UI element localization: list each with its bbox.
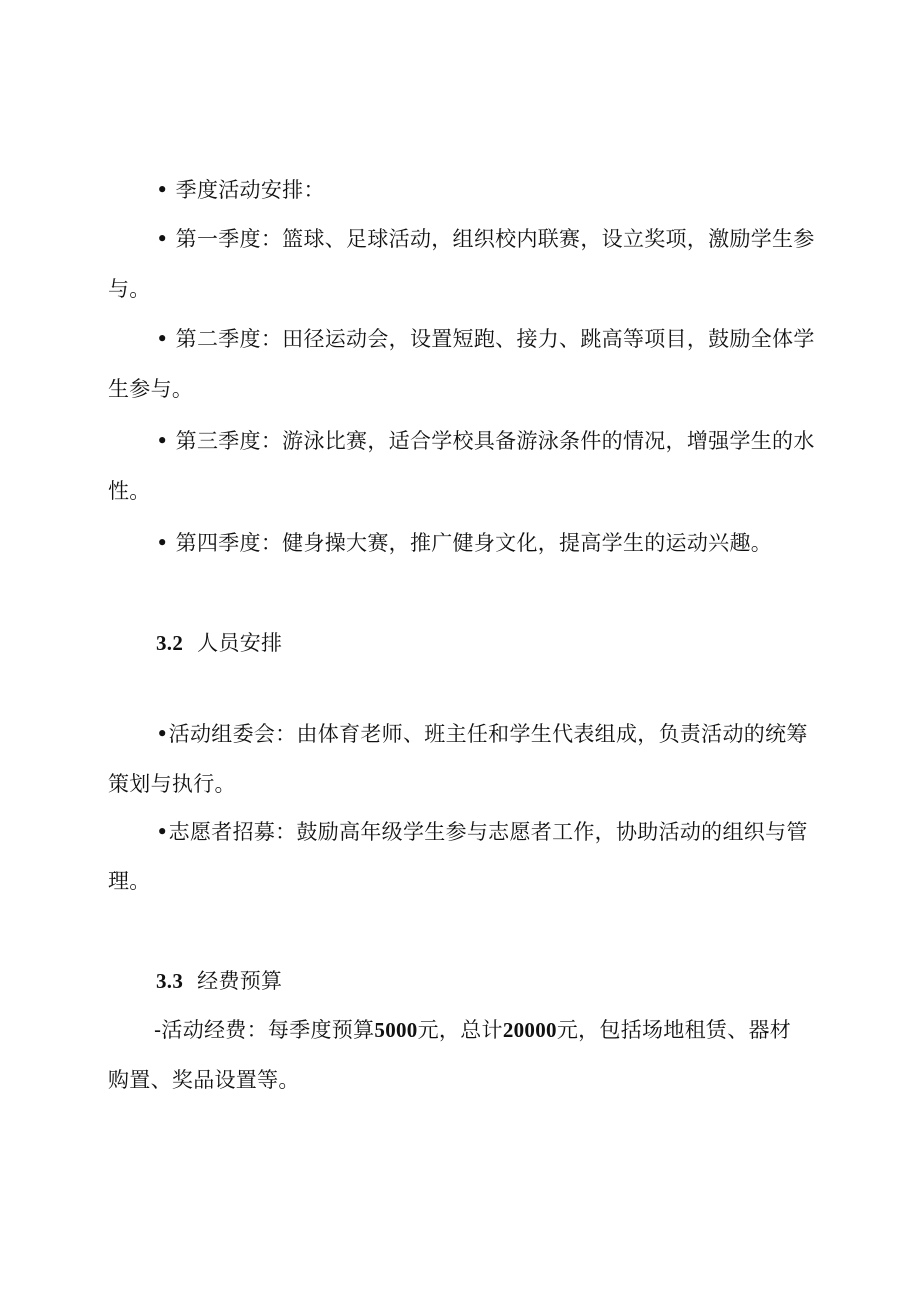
section-3-3-title: 经费预算 [197, 969, 283, 993]
budget-prefix: -活动经费：每季度预算 [154, 1018, 375, 1042]
section-3-2-title: 人员安排 [197, 631, 283, 655]
q3-line1: • 第三季度：游泳比赛，适合学校具备游泳条件的情况，增强学生的水 [156, 429, 815, 453]
section-3-2-number: 3.2 [156, 631, 184, 655]
q2-line2: 生参与。 [108, 377, 194, 401]
committee-line2: 策划与执行。 [108, 772, 236, 796]
volunteer-line1: •志愿者招募：鼓励高年级学生参与志愿者工作，协助活动的组织与管 [156, 820, 808, 844]
budget-line2: 购置、奖品设置等。 [108, 1068, 300, 1092]
budget-amount-quarter: 5000 [374, 1018, 418, 1042]
budget-line1 [154, 1016, 920, 1044]
budget-mid: 元，总计 [417, 1018, 503, 1042]
q1-line2: 与。 [108, 277, 151, 301]
budget-suffix: 元，包括场地租赁、器材 [556, 1018, 792, 1042]
q1-line1: • 第一季度：篮球、足球活动，组织校内联赛，设立奖项，激励学生参 [156, 227, 815, 251]
seasonal-title: • 季度活动安排： [156, 178, 325, 202]
budget-amount-total: 20000 [502, 1018, 557, 1042]
committee-line1: •活动组委会：由体育老师、班主任和学生代表组成，负责活动的统筹 [156, 722, 808, 746]
section-3-2-heading [156, 629, 920, 657]
volunteer-line2: 理。 [108, 869, 151, 893]
section-3-3-heading [156, 967, 920, 995]
q2-line1: • 第二季度：田径运动会，设置短跑、接力、跳高等项目，鼓励全体学 [156, 327, 815, 351]
q3-line2: 性。 [108, 479, 151, 503]
q4-line1: • 第四季度：健身操大赛，推广健身文化，提高学生的运动兴趣。 [156, 531, 773, 555]
section-3-3-number: 3.3 [156, 969, 184, 993]
